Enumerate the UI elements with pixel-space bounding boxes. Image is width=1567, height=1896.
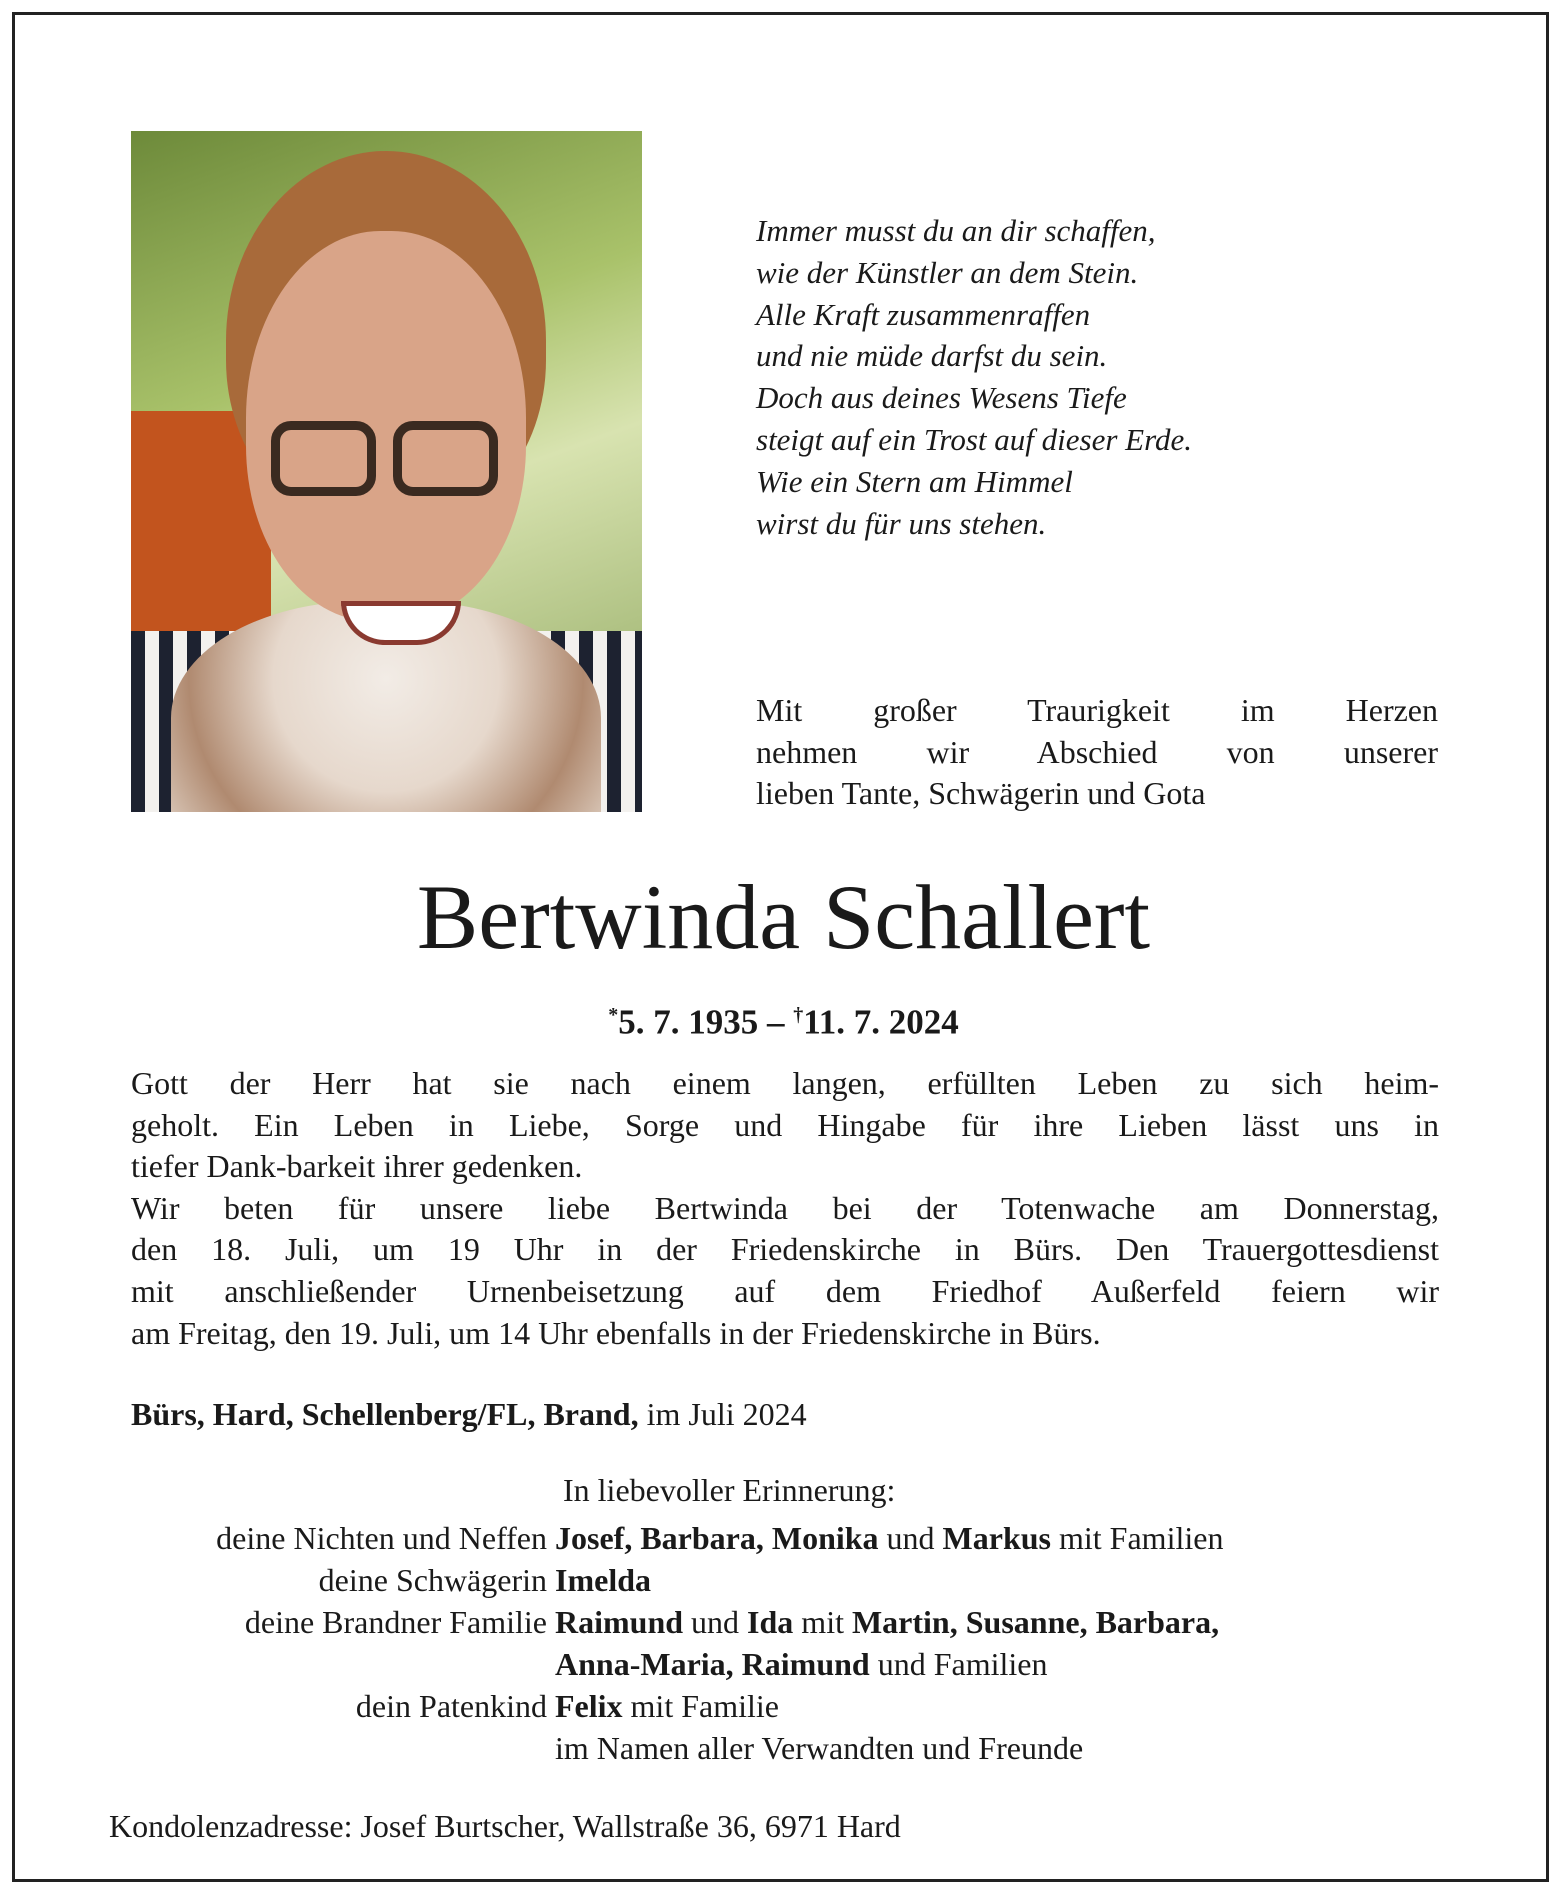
mourner-name: Imelda [555, 1562, 651, 1598]
body-line: Gott der Herr hat sie nach einem langen, erfüllten Leben zu sich heim- [131, 1065, 1439, 1101]
photo-glasses-left [271, 421, 376, 496]
death-symbol: † [793, 1004, 804, 1026]
body-line: den 18. Juli, um 19 Uhr in der Friedenskirche in Bürs. Den Trauergottesdienst [131, 1231, 1439, 1268]
announcement-body [131, 1063, 1439, 1354]
poem [756, 210, 1192, 544]
intro-text [756, 690, 1438, 815]
poem-line: Alle Kraft zusammenraffen [756, 296, 1091, 332]
poem-line: Immer musst du an dir schaffen, [756, 213, 1156, 248]
mourner-relation [100, 1643, 555, 1685]
deceased-name: Bertwinda Schallert [416, 866, 1151, 968]
mourner-relation: deine Nichten und Neffen [216, 1520, 547, 1556]
poem-line: wirst du für uns stehen. [756, 505, 1047, 541]
mourner-name: Markus [942, 1520, 1051, 1556]
birth-date: 5. 7. 1935 [618, 1002, 759, 1042]
death-date: 11. 7. 2024 [803, 1002, 959, 1042]
poem-line: steigt auf ein Trost auf dieser Erde. [756, 421, 1192, 457]
places: Bürs, Hard, Schellenberg/FL, Brand, [131, 1396, 639, 1432]
mourner-name: Felix [555, 1688, 623, 1724]
month-year: im Juli 2024 [638, 1396, 807, 1432]
poem-line: und nie müde darfst du sein. [756, 338, 1108, 374]
condolence-address: Kondolenzadresse: Josef Burtscher, Wallstraße 36, 6971 Hard [109, 1808, 901, 1844]
birth-symbol: * [608, 1004, 619, 1026]
intro-line: Mit großer Traurigkeit im Herzen [756, 692, 1438, 728]
mourner-text: und Familien [869, 1646, 1048, 1682]
mourner-name: Raimund [555, 1604, 684, 1640]
poem-line: Doch aus deines Wesens Tiefe [756, 380, 1127, 416]
mourner-row [100, 1643, 1223, 1685]
mourner-names [555, 1559, 651, 1601]
places-date [131, 1392, 807, 1436]
mourner-relation: deine Brandner Familie [244, 1604, 547, 1640]
intro-line: lieben Tante, Schwägerin und Gota [756, 775, 1206, 811]
mourner-name: Martin, Susanne, Barbara, [851, 1604, 1220, 1640]
mourner-text: und [878, 1520, 943, 1556]
body-line: tiefer Dank-barkeit ihrer gedenken. [131, 1148, 583, 1185]
mourner-row [100, 1559, 1223, 1601]
mourner-text: mit [793, 1604, 852, 1640]
poem-line: wie der Künstler an dem Stein. [756, 254, 1139, 290]
body-line: am Freitag, den 19. Juli, um 14 Uhr ebenfalls in der Friedenskirche in Bürs. [131, 1314, 1101, 1351]
poem-line: Wie ein Stern am Himmel [756, 463, 1073, 499]
mourner-names [555, 1685, 779, 1727]
mourner-text: mit Familien [1051, 1520, 1224, 1556]
photo-glasses-right [393, 421, 498, 496]
memory-heading: In liebevoller Erinnerung: [563, 1472, 896, 1508]
mourner-row [100, 1685, 1223, 1727]
mourner-names [555, 1727, 1083, 1769]
portrait-photo [131, 131, 642, 812]
intro-line: nehmen wir Abschied von unserer [756, 733, 1438, 770]
date-dash: – [758, 1002, 794, 1042]
mourner-name: Josef, Barbara, Monika [555, 1520, 879, 1556]
mourner-row [100, 1601, 1223, 1643]
mourner-names [555, 1517, 1223, 1559]
mourner-names [555, 1643, 1047, 1685]
mourner-relation: deine Schwägerin [318, 1562, 547, 1598]
mourner-name: Anna-Maria, Raimund [555, 1646, 870, 1682]
mourner-text: und [683, 1604, 748, 1640]
mourner-row [100, 1727, 1223, 1769]
mourner-relation: dein Patenkind [355, 1688, 547, 1724]
body-line: geholt. Ein Leben in Liebe, Sorge und Hingabe für ihre Lieben lässt uns in [131, 1106, 1439, 1143]
body-line: Wir beten für unsere liebe Bertwinda bei der Totenwache am Donnerstag, [131, 1189, 1439, 1226]
mourner-relation [100, 1727, 555, 1769]
life-dates [0, 990, 1567, 1048]
mourner-name: Ida [747, 1604, 794, 1640]
mourner-text: im Namen aller Verwandten und Freunde [555, 1730, 1084, 1766]
mourner-row [100, 1517, 1223, 1559]
body-line: mit anschließender Urnenbeisetzung auf dem Friedhof Außerfeld feiern wir [131, 1272, 1439, 1309]
mourner-text: mit Familie [622, 1688, 779, 1724]
mourners-list [100, 1517, 1223, 1769]
mourner-names [555, 1601, 1219, 1643]
